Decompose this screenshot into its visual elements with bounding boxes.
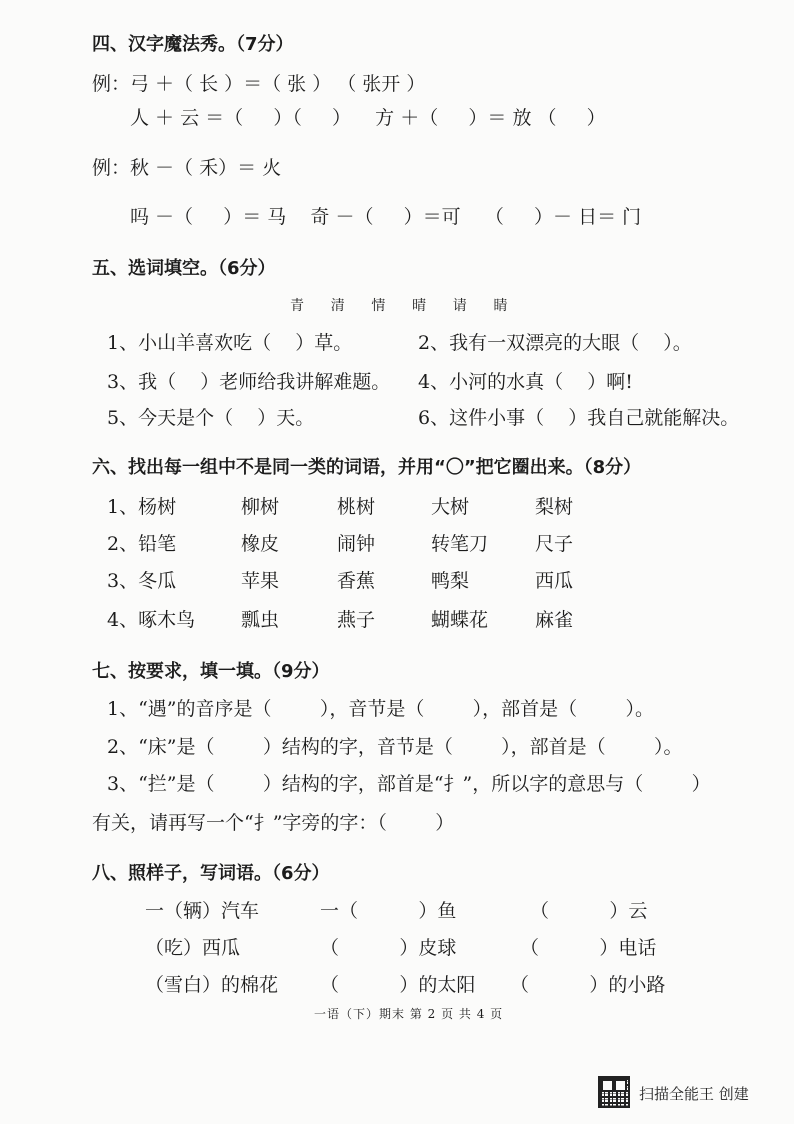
fill-item-2: 2、我有一双漂亮的大眼（ ）。 (418, 332, 692, 354)
phrase-example-2: （吃）西瓜 (145, 937, 241, 959)
qr-code-icon (598, 1076, 630, 1108)
fill-item-6: 6、这件小事（ ）我自己就能解决。 (418, 407, 740, 429)
word-group-3-item-3: 香蕉 (337, 570, 376, 592)
section-4-example-1: 例：弓 ＋（ 长 ）＝（ 张 ） （ 张开 ） (92, 73, 426, 95)
section-4-question-2: 吗 －（ ）＝ 马 奇 －（ ）＝可 （ ）－ 日＝ 门 (130, 206, 642, 228)
section-7-title: 七、按要求，填一填。（9分） (92, 661, 330, 682)
word-group-3-item-5: 西瓜 (535, 570, 574, 592)
requirement-item-2: 2、“床”是（ ）结构的字，音节是（ ），部首是（ ）。 (107, 736, 683, 758)
word-group-4-item-2: 瓢虫 (241, 609, 280, 631)
word-group-1-item-4: 大树 (431, 496, 470, 518)
word-group-1-item-2: 柳树 (241, 496, 280, 518)
scanner-watermark: 扫描全能王 创建 (639, 1085, 749, 1103)
fill-item-3: 3、我（ ）老师给我讲解难题。 (107, 371, 391, 393)
phrase-blank-3a: （ ）的太阳 (320, 974, 476, 996)
phrase-blank-3b: （ ）的小路 (510, 974, 666, 996)
phrase-blank-2a: （ ）皮球 (320, 937, 457, 959)
fill-item-1: 1、小山羊喜欢吃（ ）草。 (107, 332, 353, 354)
requirement-item-1: 1、“遇”的音序是（ ），音节是（ ），部首是（ ）。 (107, 698, 654, 720)
word-group-1-item-5: 梨树 (535, 496, 574, 518)
phrase-example-1: 一（辆）汽车 (145, 900, 260, 922)
word-group-2-item-2: 橡皮 (241, 533, 280, 555)
word-choices: 青 清 情 晴 请 睛 (290, 298, 508, 314)
word-group-4-item-4: 蝴蝶花 (431, 609, 489, 631)
word-group-1-item-1: 1、杨树 (107, 496, 177, 518)
fill-item-4: 4、小河的水真（ ）啊! (418, 371, 633, 393)
word-group-4-item-3: 燕子 (337, 609, 376, 631)
section-5-title: 五、选词填空。（6分） (92, 258, 276, 279)
section-6-title: 六、找出每一组中不是同一类的词语，并用“〇”把它圈出来。（8分） (92, 457, 642, 478)
phrase-blank-1b: （ ）云 (530, 900, 648, 922)
word-group-2-item-4: 转笔刀 (431, 533, 489, 555)
requirement-item-3-continued: 有关，请再写一个“扌”字旁的字：（ ） (92, 812, 455, 834)
phrase-blank-1a: 一（ ）鱼 (320, 900, 457, 922)
fill-item-5: 5、今天是个（ ）天。 (107, 407, 315, 429)
word-group-1-item-3: 桃树 (337, 496, 376, 518)
section-4-question-1: 人 ＋ 云 ＝（ ）（ ） 方 ＋（ ）＝ 放 （ ） (130, 107, 606, 129)
page-footer: 一语（下）期末 第 2 页 共 4 页 (314, 1007, 504, 1021)
word-group-4-item-5: 麻雀 (535, 609, 574, 631)
section-4-title: 四、汉字魔法秀。（7分） (92, 34, 294, 55)
word-group-3-item-1: 3、冬瓜 (107, 570, 177, 592)
word-group-4-item-1: 4、啄木鸟 (107, 609, 196, 631)
requirement-item-3: 3、“拦”是（ ）结构的字，部首是“扌”，所以字的意思与（ ） (107, 773, 711, 795)
phrase-blank-2b: （ ）电话 (520, 937, 657, 959)
word-group-3-item-2: 苹果 (241, 570, 280, 592)
word-group-2-item-1: 2、铅笔 (107, 533, 177, 555)
word-group-2-item-3: 闹钟 (337, 533, 376, 555)
word-group-2-item-5: 尺子 (535, 533, 574, 555)
section-8-title: 八、照样子，写词语。（6分） (92, 863, 330, 884)
word-group-3-item-4: 鸭梨 (431, 570, 470, 592)
section-4-example-2: 例：秋 －（ 禾）＝ 火 (92, 157, 282, 179)
phrase-example-3: （雪白）的棉花 (145, 974, 279, 996)
